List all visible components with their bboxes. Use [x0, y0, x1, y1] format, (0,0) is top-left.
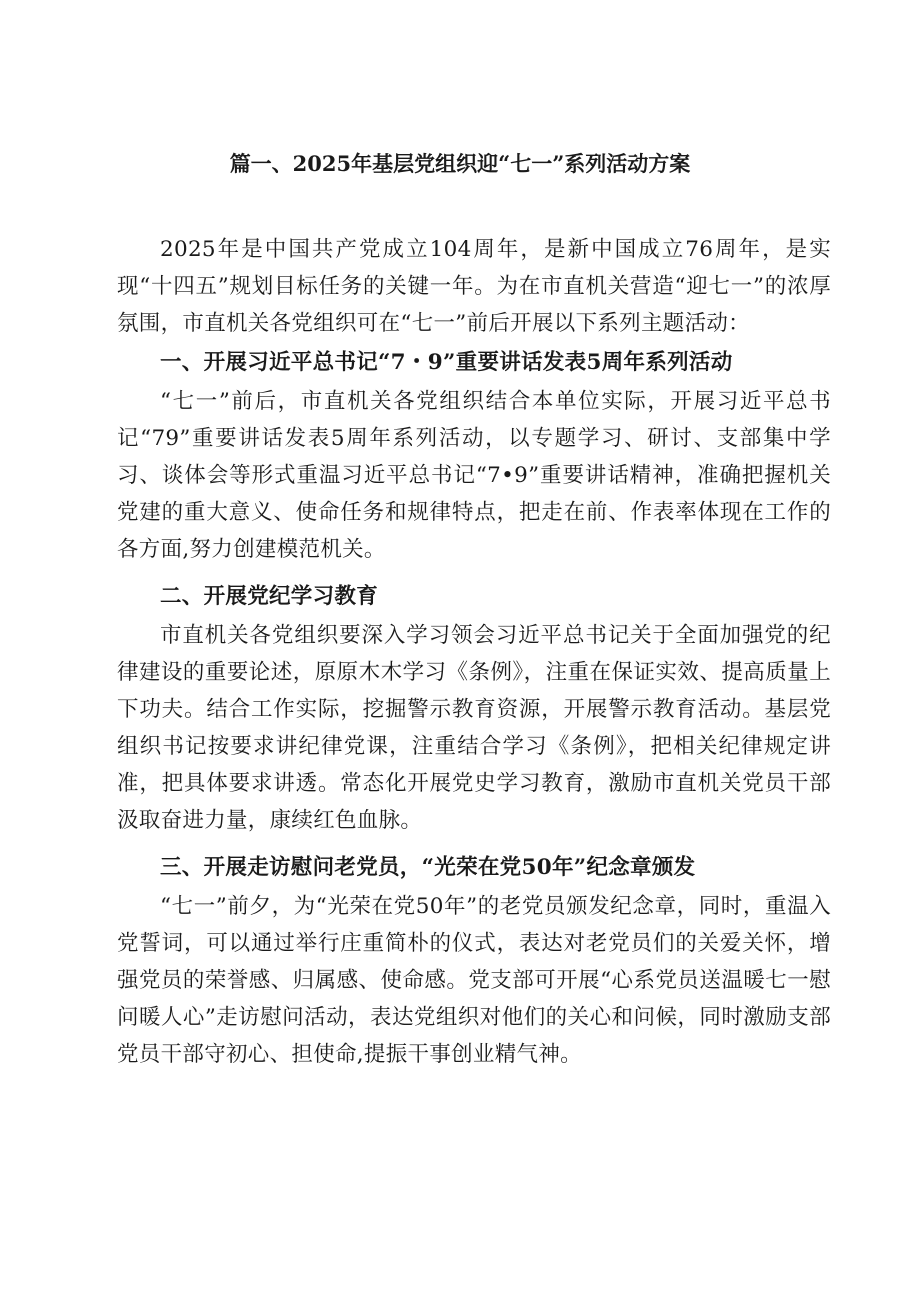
intro-paragraph: 2025年是中国共产党成立104周年，是新中国成立76周年，是实现“十四五”规划目标任务的关键一年。为在市直机关营造“迎七一”的浓厚氛围，市直机关各党组织可在“七一”前后开展以下系列主题活动：: [117, 237, 831, 336]
section-2-heading: 二、开展党纪学习教育: [160, 584, 379, 609]
section-3-body: “七一”前夕，为“光荣在党50年”的老党员颁发纪念章，同时，重温入党誓词，可以通过举行庄重简朴的仪式，表达对老党员们的关爱关怀，增强党员的荣誉感、归属感、使命感。党支部可开展“心系党员送温暖七一慰问暖人心”走访慰问活动，表达党组织对他们的关心和问候，同时激励支部党员干部守初心、担使命,提振干事创业精气神。: [117, 894, 831, 1067]
document-body: [117, 231, 831, 1073]
section-1-body: “七一”前后，市直机关各党组织结合本单位实际，开展习近平总书记“79”重要讲话发表5周年系列活动，以专题学习、研讨、支部集中学习、谈体会等形式重温习近平总书记“7•9”重要讲话精神，准确把握机关党建的重大意义、使命任务和规律特点，把走在前、作表率体现在工作的各方面,努力创建模范机关。: [117, 389, 831, 562]
section-1-heading: 一、开展习近平总书记“7・9”重要讲话发表5周年系列活动: [160, 350, 733, 375]
section-2-body: 市直机关各党组织要深入学习领会习近平总书记关于全面加强党的纪律建设的重要论述，原原木木学习《条例》，注重在保证实效、提高质量上下功夫。结合工作实际，挖掘警示教育资源，开展警示教育活动。基层党组织书记按要求讲纪律党课，注重结合学习《条例》，把相关纪律规定讲准，把具体要求讲透。常态化开展党史学习教育，激励市直机关党员干部汲取奋进力量，康续红色血脉。: [117, 623, 831, 833]
section-3-heading: 三、开展走访慰问老党员，“光荣在党50年”纪念章颁发: [160, 855, 696, 880]
document-title: 篇一、2025年基层党组织迎“七一”系列活动方案: [229, 151, 691, 176]
